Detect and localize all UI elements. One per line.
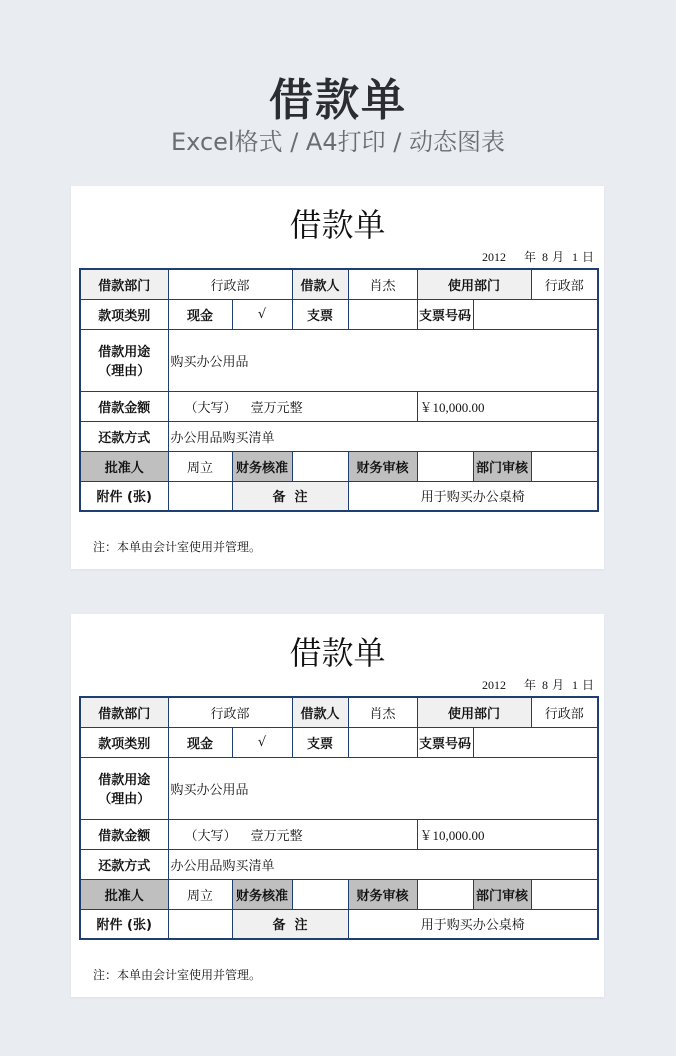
label-repay: 还款方式 bbox=[80, 849, 168, 879]
label-check: 支票 bbox=[292, 299, 348, 329]
value-amount-number[interactable]: ￥10,000.00 bbox=[417, 819, 598, 849]
date-year: 2012 bbox=[481, 250, 506, 264]
value-attachments[interactable] bbox=[168, 481, 232, 511]
value-amount-caps[interactable] bbox=[168, 819, 417, 849]
value-check-no[interactable] bbox=[473, 727, 598, 757]
label-purpose-main: 借款用途 bbox=[98, 345, 151, 360]
value-repay[interactable]: 办公用品购买清单 bbox=[168, 421, 598, 451]
label-purpose-sub: （理由） bbox=[98, 792, 151, 807]
form-title: 借款单 bbox=[289, 634, 386, 672]
value-borrower[interactable]: 肖杰 bbox=[348, 697, 417, 727]
label-repay: 还款方式 bbox=[80, 421, 168, 451]
label-borrower: 借款人 bbox=[292, 697, 348, 727]
label-remarks: 备 注 bbox=[232, 481, 348, 511]
page-title: 借款单 bbox=[269, 75, 407, 126]
label-dept-review: 部门审核 bbox=[473, 879, 531, 909]
value-finance-review[interactable] bbox=[417, 451, 473, 481]
amount-caps-text: 壹万元整 bbox=[250, 828, 303, 844]
form-sheet bbox=[71, 186, 604, 569]
date-day: 1 bbox=[571, 250, 578, 264]
value-purpose[interactable]: 购买办公用品 bbox=[168, 329, 598, 391]
label-finance-approve: 财务核准 bbox=[232, 451, 292, 481]
date-day: 1 bbox=[571, 678, 578, 692]
loan-form-table bbox=[79, 696, 599, 940]
form-note: 注：本单由会计室使用并管理。 bbox=[93, 540, 262, 554]
date-month: 8 bbox=[541, 250, 548, 264]
date-year-unit: 年 bbox=[523, 678, 536, 692]
date-day-unit: 日 bbox=[581, 678, 594, 692]
value-dept-review[interactable] bbox=[531, 879, 598, 909]
label-finance-review: 财务审核 bbox=[348, 451, 417, 481]
label-amount: 借款金额 bbox=[80, 391, 168, 421]
amount-caps-prefix: （大写） bbox=[184, 828, 237, 844]
label-category: 款项类别 bbox=[80, 727, 168, 757]
label-use-department: 使用部门 bbox=[417, 697, 531, 727]
value-department[interactable]: 行政部 bbox=[168, 697, 292, 727]
page-subtitle: Excel格式 / A4打印 / 动态图表 bbox=[171, 128, 505, 156]
date-day-unit: 日 bbox=[581, 250, 594, 264]
form-date bbox=[482, 248, 594, 265]
label-cash: 现金 bbox=[168, 299, 232, 329]
value-check[interactable] bbox=[348, 299, 417, 329]
value-use-department[interactable]: 行政部 bbox=[531, 269, 598, 299]
value-attachments[interactable] bbox=[168, 909, 232, 939]
amount-caps-text: 壹万元整 bbox=[250, 400, 303, 416]
label-check-no: 支票号码 bbox=[417, 299, 473, 329]
value-use-department[interactable]: 行政部 bbox=[531, 697, 598, 727]
date-year-unit: 年 bbox=[523, 250, 536, 264]
label-purpose-main: 借款用途 bbox=[98, 773, 151, 788]
label-remarks: 备 注 bbox=[232, 909, 348, 939]
form-note: 注：本单由会计室使用并管理。 bbox=[93, 968, 262, 982]
form-date bbox=[482, 676, 594, 693]
label-cash: 现金 bbox=[168, 727, 232, 757]
label-finance-review: 财务审核 bbox=[348, 879, 417, 909]
label-purpose-sub: （理由） bbox=[98, 364, 151, 379]
value-repay[interactable]: 办公用品购买清单 bbox=[168, 849, 598, 879]
value-remarks[interactable]: 用于购买办公桌椅 bbox=[348, 909, 598, 939]
label-use-department: 使用部门 bbox=[417, 269, 531, 299]
amount-caps-prefix: （大写） bbox=[184, 400, 237, 416]
label-attachments: 附件 (张) bbox=[80, 909, 168, 939]
label-check-no: 支票号码 bbox=[417, 727, 473, 757]
label-department: 借款部门 bbox=[80, 697, 168, 727]
value-cash-check-mark[interactable]: √ bbox=[232, 727, 292, 757]
value-approver[interactable]: 周立 bbox=[168, 879, 232, 909]
label-approver: 批准人 bbox=[80, 879, 168, 909]
date-month: 8 bbox=[541, 678, 548, 692]
label-purpose bbox=[80, 329, 168, 391]
label-check: 支票 bbox=[292, 727, 348, 757]
value-remarks[interactable]: 用于购买办公桌椅 bbox=[348, 481, 598, 511]
value-cash-check-mark[interactable]: √ bbox=[232, 299, 292, 329]
label-borrower: 借款人 bbox=[292, 269, 348, 299]
label-purpose bbox=[80, 757, 168, 819]
label-approver: 批准人 bbox=[80, 451, 168, 481]
value-check[interactable] bbox=[348, 727, 417, 757]
date-month-unit: 月 bbox=[551, 250, 564, 264]
value-check-no[interactable] bbox=[473, 299, 598, 329]
label-dept-review: 部门审核 bbox=[473, 451, 531, 481]
label-amount: 借款金额 bbox=[80, 819, 168, 849]
value-dept-review[interactable] bbox=[531, 451, 598, 481]
form-title: 借款单 bbox=[289, 206, 386, 244]
loan-form-table bbox=[79, 268, 599, 512]
value-finance-review[interactable] bbox=[417, 879, 473, 909]
date-month-unit: 月 bbox=[551, 678, 564, 692]
label-category: 款项类别 bbox=[80, 299, 168, 329]
value-borrower[interactable]: 肖杰 bbox=[348, 269, 417, 299]
value-purpose[interactable]: 购买办公用品 bbox=[168, 757, 598, 819]
label-department: 借款部门 bbox=[80, 269, 168, 299]
value-finance-approve[interactable] bbox=[292, 879, 348, 909]
value-finance-approve[interactable] bbox=[292, 451, 348, 481]
value-approver[interactable]: 周立 bbox=[168, 451, 232, 481]
label-attachments: 附件 (张) bbox=[80, 481, 168, 511]
value-amount-caps[interactable] bbox=[168, 391, 417, 421]
form-sheet bbox=[71, 614, 604, 997]
date-year: 2012 bbox=[481, 678, 506, 692]
value-department[interactable]: 行政部 bbox=[168, 269, 292, 299]
label-finance-approve: 财务核准 bbox=[232, 879, 292, 909]
value-amount-number[interactable]: ￥10,000.00 bbox=[417, 391, 598, 421]
